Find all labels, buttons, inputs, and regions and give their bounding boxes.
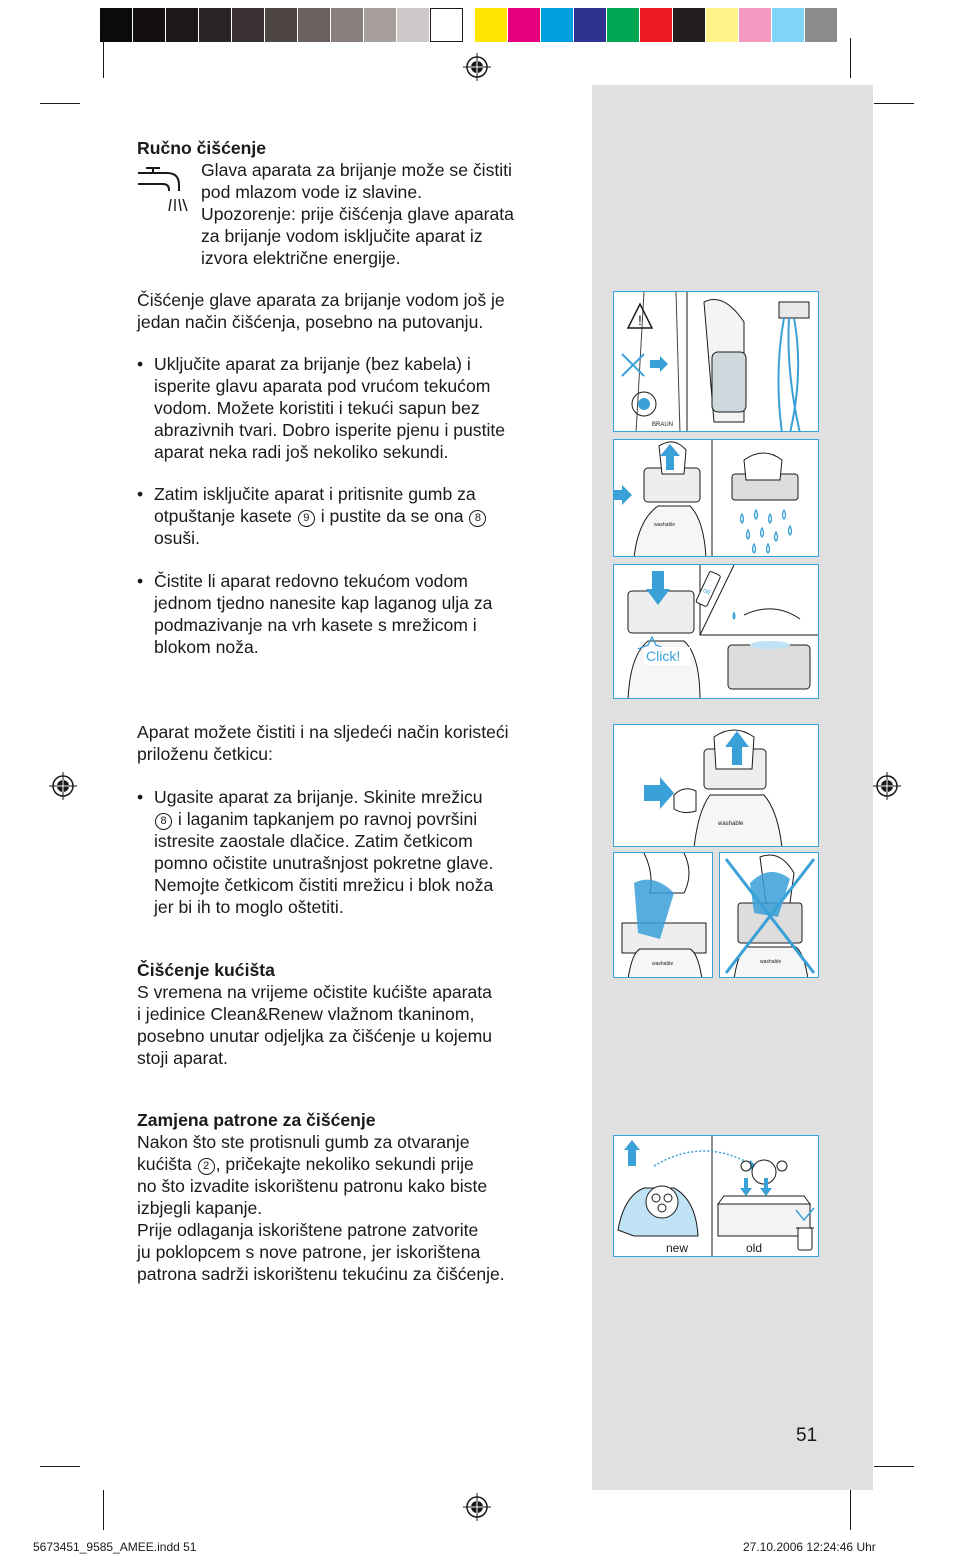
color-swatch-5 (640, 8, 673, 42)
registration-mark-bottom (463, 1493, 491, 1521)
color-bar-gap (463, 8, 475, 42)
footer-file-info: 5673451_9585_AMEE.indd 51 (33, 1540, 197, 1554)
text-line: jer bi ih to moglo oštetiti. (154, 897, 344, 917)
crop-mark (850, 38, 851, 78)
text-line: vodom. Možete koristiti i tekući sapun bez (154, 398, 480, 418)
brand-label: BRAUN (652, 422, 674, 428)
text-line: priloženu četkicu: (137, 744, 273, 764)
text-line: osuši. (154, 528, 200, 548)
text-line: Aparat možete čistiti i na sljedeći način koristeći (137, 722, 509, 742)
registration-mark-right (873, 772, 901, 800)
text-line: izvora električne energije. (201, 248, 401, 268)
reference-number: 8 (155, 813, 172, 830)
bullet-brush (137, 786, 493, 918)
color-swatch-9 (772, 8, 805, 42)
new-label: new (666, 1241, 689, 1255)
text-line: Prije odlaganja iskorištene patrone zatvorite (137, 1220, 479, 1240)
crop-mark (40, 103, 80, 104)
washable-label: washable (760, 959, 782, 965)
text-line: abrazivnih tvari. Dobro isperite pjenu i pustite (154, 420, 506, 440)
crop-mark (850, 1490, 851, 1530)
text-line: podmazivanje na vrh kasete s mrežicom i (154, 615, 477, 635)
text-line: isperite glavu aparata pod vrućom tekućom (154, 376, 491, 396)
color-swatch-gray-6 (298, 8, 331, 42)
text-line: i jedinice Clean&Renew vlažnom tkaninom, (137, 1004, 475, 1024)
text-line: Nemojte četkicom čistiti mrežicu i blok noža (154, 875, 494, 895)
text-line: blokom noža. (154, 637, 259, 657)
color-swatch-6 (673, 8, 706, 42)
footer-timestamp: 27.10.2006 12:24:46 Uhr (743, 1540, 876, 1554)
reference-number: 9 (298, 510, 315, 527)
reference-number: 2 (198, 1158, 215, 1175)
text-line: ju poklopcem s nove patrone, jer iskorištena (137, 1242, 481, 1262)
crop-mark (874, 103, 914, 104)
color-swatch-gray-7 (331, 8, 364, 42)
section-heading-manual-cleaning: Ručno čišćenje (137, 138, 267, 158)
bullet-dot: • (137, 354, 144, 374)
registration-mark-top (463, 53, 491, 81)
old-label: old (746, 1241, 763, 1255)
text-line: istresite zaostale dlačice. Zatim četkicom (154, 831, 473, 851)
color-swatch-gray-1 (133, 8, 166, 42)
reference-number: 8 (469, 510, 486, 527)
color-swatch-gray-2 (166, 8, 199, 42)
housing-cleaning-section (137, 959, 492, 1069)
bullet-release-cassette (137, 483, 487, 549)
illustration-oil-and-click (613, 564, 819, 699)
illustration-brush-wrong (719, 852, 819, 978)
brush-cleaning-paragraph (137, 721, 509, 765)
text-line: Ugasite aparat za brijanje. Skinite mrežicu (154, 787, 483, 807)
bullet-rinse (137, 353, 505, 463)
text-line: jednom tjedno nanesite kap laganog ulja za (154, 593, 493, 613)
text-line: posebno unutar odjeljka za čišćenje u kojemu (137, 1026, 493, 1046)
svg-text:!: ! (638, 312, 642, 328)
cartridge-replacement-section (137, 1109, 505, 1285)
bullet-oil (137, 570, 492, 658)
text-line: stoji aparat. (137, 1048, 228, 1068)
text-line: aparat neka radi još nekoliko sekundi. (154, 442, 449, 462)
text-line: Zatim isključite aparat i pritisnite gumb za (154, 484, 476, 504)
registration-mark-left (49, 772, 77, 800)
text-line: za brijanje vodom isključite aparat iz (201, 226, 483, 246)
washable-label: washable (718, 821, 744, 827)
text-line: pod mlazom vode iz slavine. (201, 182, 423, 202)
page-number: 51 (796, 1425, 818, 1446)
crop-mark (40, 1466, 80, 1467)
color-swatch-gray-10 (430, 8, 463, 42)
oil-label: oil (701, 587, 711, 597)
bullet-dot: • (137, 571, 144, 591)
text-line: pomno očistite unutrašnjost pokretne glave. (154, 853, 494, 873)
water-tap-icon (137, 167, 189, 213)
text-line: no što izvadite iskorištenu patronu kako biste (137, 1176, 488, 1196)
text-line: jedan način čišćenja, posebno na putovanju. (137, 312, 484, 332)
illustration-cartridge-replacement (613, 1135, 819, 1257)
color-swatch-1 (508, 8, 541, 42)
color-swatch-gray-0 (100, 8, 133, 42)
section-heading-cartridge: Zamjena patrone za čišćenje (137, 1110, 376, 1130)
manual-cleaning-text (201, 159, 514, 269)
water-cleaning-paragraph (137, 289, 505, 333)
washable-label: washable (654, 522, 676, 528)
color-swatch-10 (805, 8, 838, 42)
text-line: Uključite aparat za brijanje (bez kabela) i (154, 354, 471, 374)
text-line: kućišta 2 , pričekajte nekoliko sekundi prije (137, 1154, 474, 1174)
color-swatch-7 (706, 8, 739, 42)
text-line: izbjegli kapanje. (137, 1198, 263, 1218)
crop-mark (103, 38, 104, 78)
washable-label: washable (652, 961, 674, 967)
click-label: Click! (646, 648, 681, 664)
illustration-brush-correct (613, 852, 713, 978)
color-swatch-gray-9 (397, 8, 430, 42)
color-swatch-gray-8 (364, 8, 397, 42)
color-swatch-gray-4 (232, 8, 265, 42)
color-swatch-8 (739, 8, 772, 42)
bullet-dot: • (137, 484, 144, 504)
illustration-rinse-under-tap (613, 291, 819, 432)
color-swatch-4 (607, 8, 640, 42)
bullet-dot: • (137, 787, 144, 807)
text-line: Čišćenje glave aparata za brijanje vodom još je (137, 290, 505, 310)
color-swatch-gray-5 (265, 8, 298, 42)
illustration-remove-cassette (613, 439, 819, 557)
color-swatch-2 (541, 8, 574, 42)
text-line: Čistite li aparat redovno tekućom vodom (154, 571, 468, 591)
text-line: Glava aparata za brijanje može se čistiti (201, 160, 512, 180)
text-line: Upozorenje: prije čišćenja glave aparata (201, 204, 514, 224)
section-heading-housing: Čišćenje kućišta (137, 960, 275, 980)
crop-mark (874, 1466, 914, 1467)
text-line: 8 i laganim tapkanjem po ravnoj površini (154, 808, 493, 830)
color-swatch-0 (475, 8, 508, 42)
color-calibration-bar (100, 8, 838, 42)
text-line: patrona sadrži iskorištenu tekućinu za čišćenje. (137, 1264, 505, 1284)
text-line: S vremena na vrijeme očistite kućište aparata (137, 982, 492, 1002)
color-swatch-gray-3 (199, 8, 232, 42)
illustration-remove-foil (613, 724, 819, 847)
color-swatch-3 (574, 8, 607, 42)
crop-mark (103, 1490, 104, 1530)
text-line: otpuštanje kasete 9 i pustite da se ona 8 (154, 505, 487, 527)
text-line: Nakon što ste protisnuli gumb za otvaranje (137, 1132, 470, 1152)
